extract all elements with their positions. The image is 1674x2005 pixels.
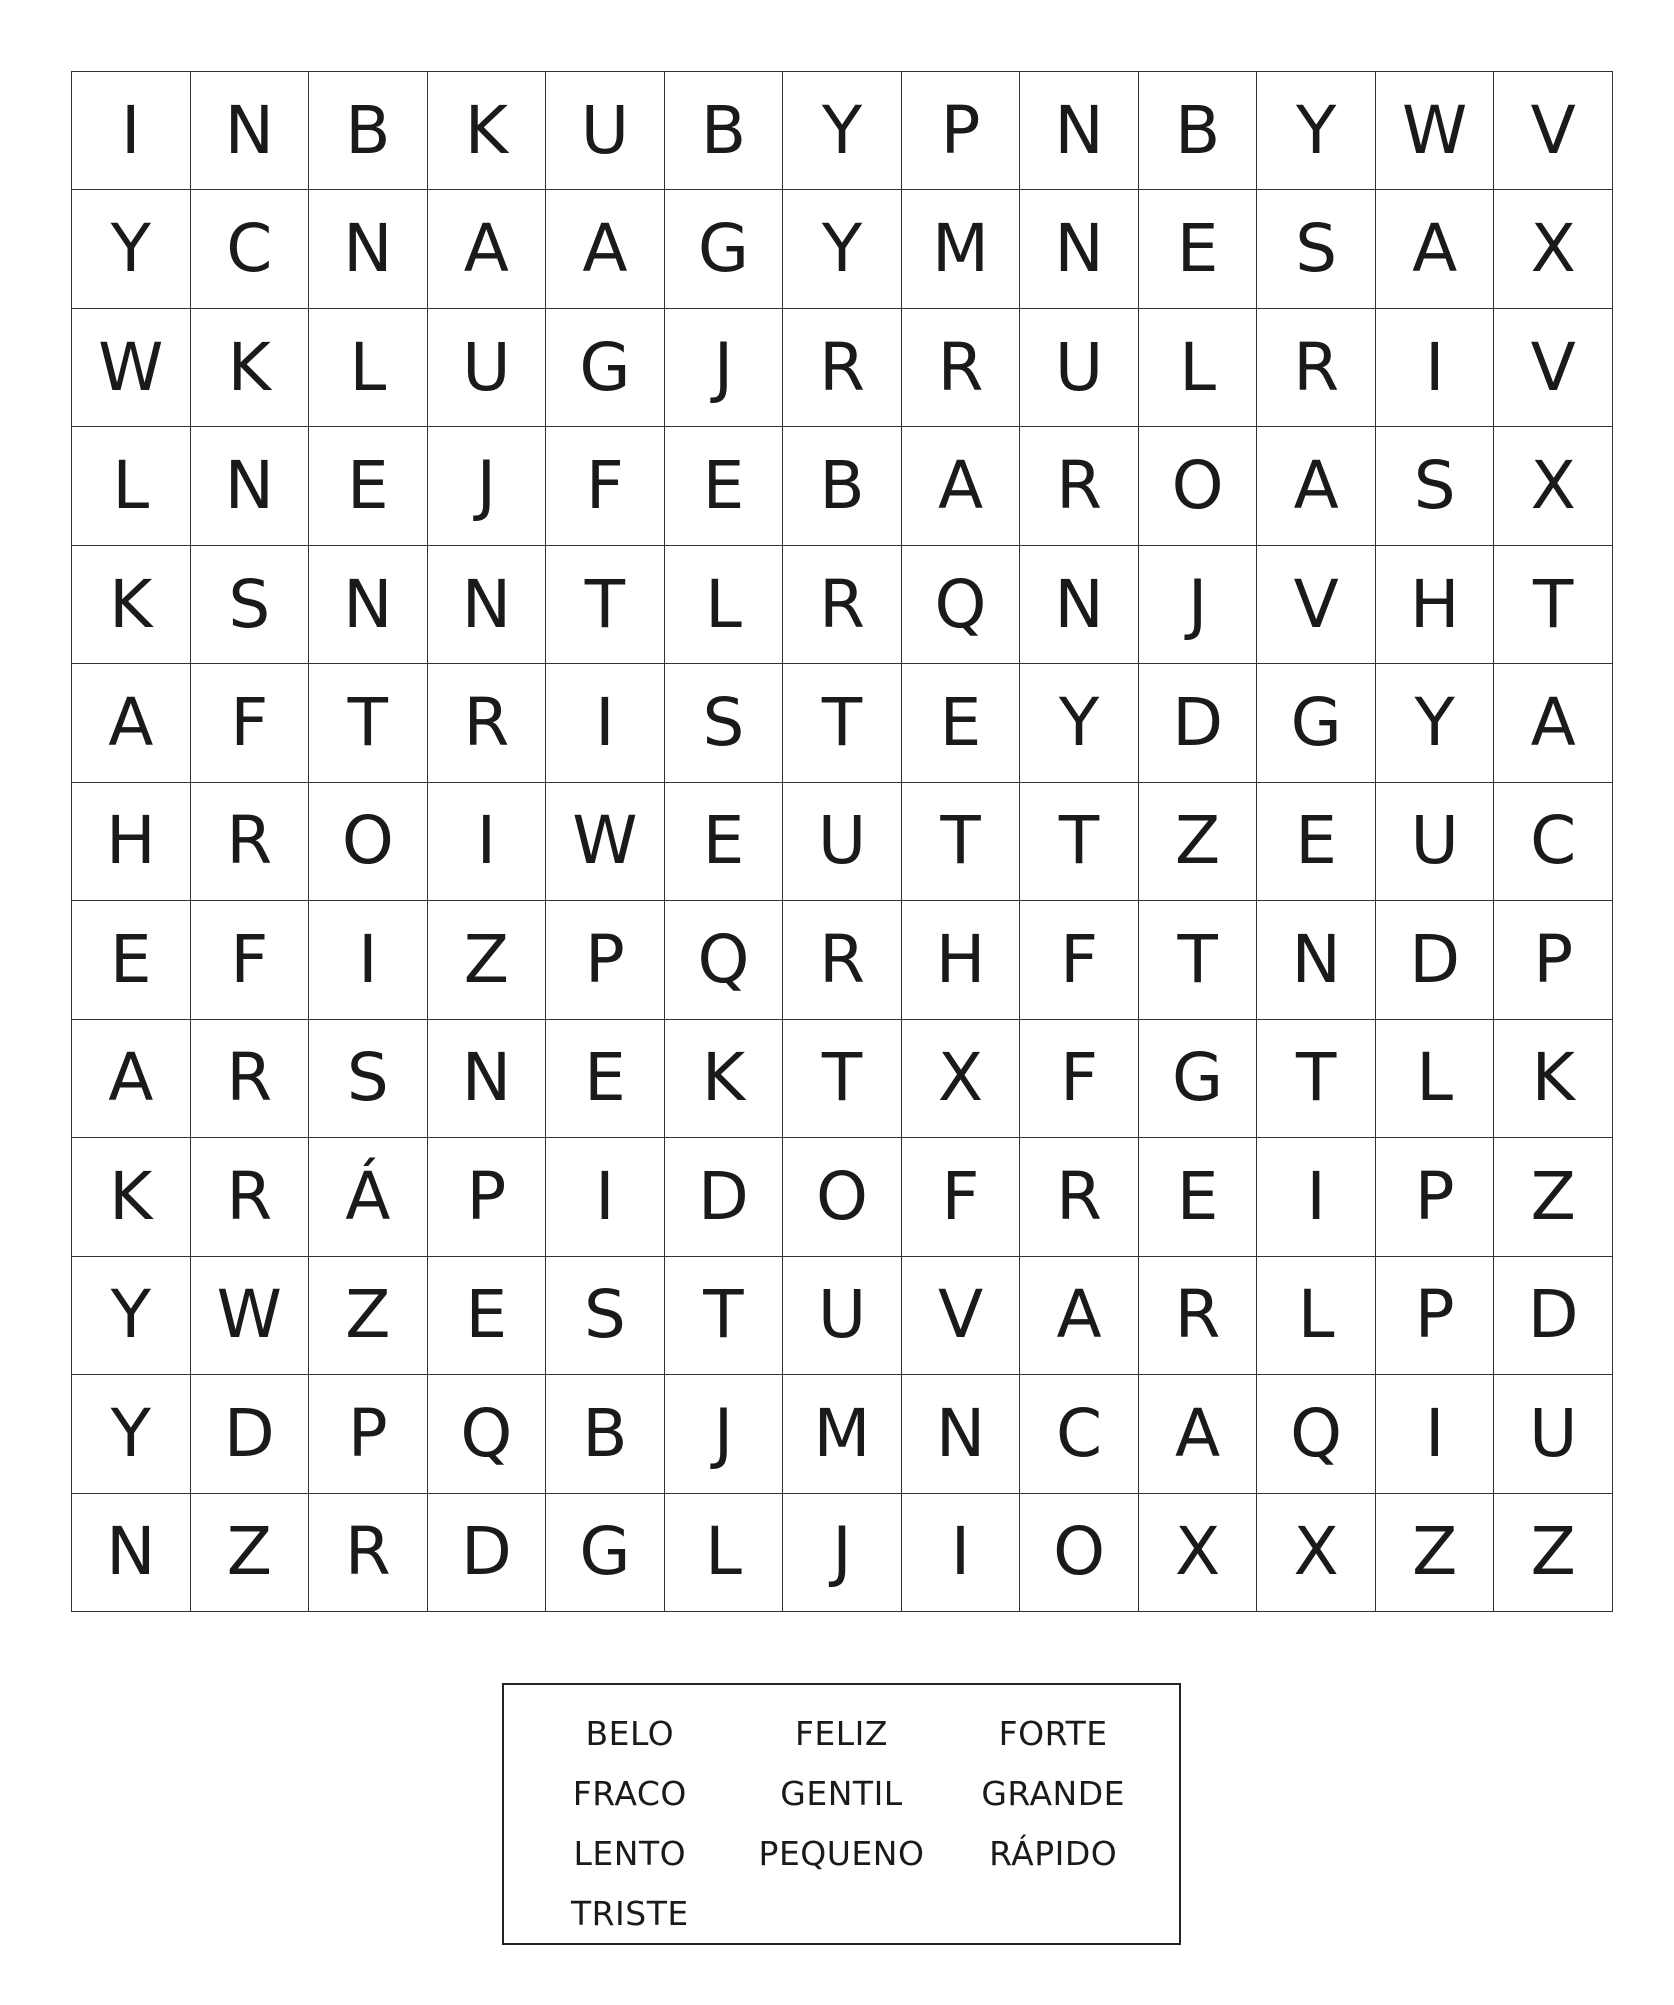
grid-cell[interactable]: E bbox=[1139, 1138, 1258, 1256]
grid-cell[interactable]: V bbox=[1494, 309, 1613, 427]
grid-cell[interactable]: D bbox=[665, 1138, 784, 1256]
word-bank-item: FELIZ bbox=[794, 1713, 889, 1753]
word-bank-item: LENTO bbox=[573, 1833, 687, 1873]
grid-cell[interactable]: Y bbox=[72, 1257, 191, 1375]
grid-cell[interactable]: A bbox=[1376, 190, 1495, 308]
grid-cell[interactable]: F bbox=[546, 427, 665, 545]
grid-cell[interactable]: U bbox=[1376, 783, 1495, 901]
grid-cell[interactable]: I bbox=[309, 901, 428, 1019]
word-bank-item: RÁPIDO bbox=[989, 1833, 1118, 1873]
grid-cell[interactable]: B bbox=[1139, 72, 1258, 190]
grid-cell[interactable]: D bbox=[191, 1375, 310, 1493]
grid-cell[interactable]: U bbox=[1494, 1375, 1613, 1493]
grid-cell[interactable]: D bbox=[428, 1494, 547, 1612]
word-search-grid bbox=[71, 71, 1613, 1612]
grid-cell[interactable]: O bbox=[1020, 1494, 1139, 1612]
word-bank-item: GRANDE bbox=[981, 1773, 1125, 1813]
grid-cell[interactable]: Z bbox=[1376, 1494, 1495, 1612]
grid-cell[interactable]: B bbox=[546, 1375, 665, 1493]
grid-cell[interactable]: F bbox=[191, 901, 310, 1019]
grid-cell[interactable]: K bbox=[72, 546, 191, 664]
grid-cell[interactable]: Q bbox=[902, 546, 1021, 664]
grid-cell[interactable]: J bbox=[783, 1494, 902, 1612]
grid-cell[interactable]: X bbox=[1494, 190, 1613, 308]
grid-cell[interactable]: M bbox=[902, 190, 1021, 308]
grid-cell[interactable]: U bbox=[546, 72, 665, 190]
grid-cell[interactable]: Y bbox=[783, 190, 902, 308]
grid-cell[interactable]: R bbox=[1020, 427, 1139, 545]
grid-cell[interactable]: U bbox=[783, 1257, 902, 1375]
grid-cell[interactable]: E bbox=[546, 1020, 665, 1138]
grid-cell[interactable]: B bbox=[309, 72, 428, 190]
grid-cell[interactable]: U bbox=[783, 783, 902, 901]
grid-cell[interactable]: Y bbox=[72, 190, 191, 308]
grid-cell[interactable]: N bbox=[309, 546, 428, 664]
grid-cell[interactable]: I bbox=[1257, 1138, 1376, 1256]
grid-cell[interactable]: V bbox=[1257, 546, 1376, 664]
grid-cell[interactable]: N bbox=[1257, 901, 1376, 1019]
grid-cell[interactable]: R bbox=[191, 1020, 310, 1138]
grid-cell[interactable]: N bbox=[1020, 72, 1139, 190]
grid-cell[interactable]: A bbox=[428, 190, 547, 308]
grid-cell[interactable]: E bbox=[1139, 190, 1258, 308]
grid-cell[interactable]: M bbox=[783, 1375, 902, 1493]
grid-cell[interactable]: U bbox=[428, 309, 547, 427]
grid-cell[interactable]: Y bbox=[72, 1375, 191, 1493]
grid-cell[interactable]: E bbox=[428, 1257, 547, 1375]
grid-cell[interactable]: E bbox=[665, 783, 784, 901]
grid-cell[interactable]: Z bbox=[191, 1494, 310, 1612]
grid-cell[interactable]: N bbox=[1020, 546, 1139, 664]
grid-cell[interactable]: E bbox=[72, 901, 191, 1019]
grid-cell[interactable]: T bbox=[783, 1020, 902, 1138]
grid-cell[interactable]: G bbox=[546, 1494, 665, 1612]
grid-cell[interactable]: E bbox=[309, 427, 428, 545]
grid-cell[interactable]: X bbox=[1257, 1494, 1376, 1612]
grid-cell[interactable]: Á bbox=[309, 1138, 428, 1256]
grid-cell[interactable]: R bbox=[783, 546, 902, 664]
grid-cell[interactable]: T bbox=[1257, 1020, 1376, 1138]
grid-cell[interactable]: R bbox=[902, 309, 1021, 427]
grid-cell[interactable]: L bbox=[1139, 309, 1258, 427]
grid-cell[interactable]: N bbox=[428, 546, 547, 664]
grid-cell[interactable]: Y bbox=[1020, 664, 1139, 782]
grid-cell[interactable]: Z bbox=[1494, 1494, 1613, 1612]
grid-cell[interactable]: P bbox=[902, 72, 1021, 190]
grid-cell[interactable]: Y bbox=[1257, 72, 1376, 190]
word-bank-item: BELO bbox=[585, 1713, 675, 1753]
grid-cell[interactable]: K bbox=[72, 1138, 191, 1256]
grid-cell[interactable]: L bbox=[665, 1494, 784, 1612]
grid-cell[interactable]: E bbox=[902, 664, 1021, 782]
grid-cell[interactable]: H bbox=[72, 783, 191, 901]
grid-cell[interactable]: R bbox=[783, 309, 902, 427]
word-bank-item: GENTIL bbox=[780, 1773, 903, 1813]
grid-cell[interactable]: V bbox=[1494, 72, 1613, 190]
grid-cell[interactable]: S bbox=[309, 1020, 428, 1138]
grid-cell[interactable]: T bbox=[546, 546, 665, 664]
word-bank-item: FRACO bbox=[572, 1773, 687, 1813]
grid-cell[interactable]: S bbox=[1376, 427, 1495, 545]
grid-cell[interactable]: G bbox=[546, 309, 665, 427]
grid-cell[interactable]: O bbox=[783, 1138, 902, 1256]
grid-cell[interactable]: P bbox=[1494, 901, 1613, 1019]
grid-cell[interactable]: N bbox=[428, 1020, 547, 1138]
grid-cell[interactable]: T bbox=[783, 664, 902, 782]
grid-cell[interactable]: Z bbox=[309, 1257, 428, 1375]
grid-cell[interactable]: Y bbox=[783, 72, 902, 190]
grid-cell[interactable]: K bbox=[665, 1020, 784, 1138]
grid-cell[interactable]: S bbox=[191, 546, 310, 664]
grid-cell[interactable]: P bbox=[428, 1138, 547, 1256]
grid-cell[interactable]: A bbox=[1257, 427, 1376, 545]
grid-cell[interactable]: Z bbox=[428, 901, 547, 1019]
grid-cell[interactable]: G bbox=[1139, 1020, 1258, 1138]
grid-cell[interactable]: P bbox=[1376, 1138, 1495, 1256]
grid-cell[interactable]: N bbox=[191, 72, 310, 190]
grid-cell[interactable]: A bbox=[1020, 1257, 1139, 1375]
grid-cell[interactable]: R bbox=[309, 1494, 428, 1612]
grid-cell[interactable]: Z bbox=[1494, 1138, 1613, 1256]
grid-cell[interactable]: Q bbox=[665, 901, 784, 1019]
grid-cell[interactable]: D bbox=[1376, 901, 1495, 1019]
grid-cell[interactable]: K bbox=[191, 309, 310, 427]
grid-cell[interactable]: A bbox=[902, 427, 1021, 545]
grid-cell[interactable]: Q bbox=[428, 1375, 547, 1493]
grid-cell[interactable]: T bbox=[309, 664, 428, 782]
grid-cell[interactable]: L bbox=[665, 546, 784, 664]
grid-cell[interactable]: X bbox=[1494, 427, 1613, 545]
grid-cell[interactable]: T bbox=[902, 783, 1021, 901]
grid-cell[interactable]: X bbox=[1139, 1494, 1258, 1612]
grid-cell[interactable]: A bbox=[1139, 1375, 1258, 1493]
grid-cell[interactable]: R bbox=[1020, 1138, 1139, 1256]
grid-cell[interactable]: T bbox=[1020, 783, 1139, 901]
grid-cell[interactable]: V bbox=[902, 1257, 1021, 1375]
grid-cell[interactable]: G bbox=[1257, 664, 1376, 782]
grid-cell[interactable]: P bbox=[1376, 1257, 1495, 1375]
grid-cell[interactable]: A bbox=[72, 664, 191, 782]
grid-cell[interactable]: H bbox=[1376, 546, 1495, 664]
grid-cell[interactable]: S bbox=[665, 664, 784, 782]
grid-cell[interactable]: O bbox=[1139, 427, 1258, 545]
grid-cell[interactable]: I bbox=[902, 1494, 1021, 1612]
grid-cell[interactable]: S bbox=[1257, 190, 1376, 308]
grid-cell[interactable]: N bbox=[191, 427, 310, 545]
grid-cell[interactable]: R bbox=[191, 1138, 310, 1256]
grid-cell[interactable]: N bbox=[72, 1494, 191, 1612]
grid-cell[interactable]: N bbox=[902, 1375, 1021, 1493]
grid-cell[interactable]: L bbox=[309, 309, 428, 427]
grid-cell[interactable]: F bbox=[1020, 1020, 1139, 1138]
grid-cell[interactable]: W bbox=[191, 1257, 310, 1375]
grid-cell[interactable]: N bbox=[309, 190, 428, 308]
grid-cell[interactable]: K bbox=[428, 72, 547, 190]
word-bank-item: FORTE bbox=[998, 1713, 1108, 1753]
grid-cell[interactable]: R bbox=[783, 901, 902, 1019]
grid-cell[interactable]: I bbox=[428, 783, 547, 901]
grid-cell[interactable]: H bbox=[902, 901, 1021, 1019]
grid-cell[interactable]: D bbox=[1494, 1257, 1613, 1375]
grid-cell[interactable]: J bbox=[428, 427, 547, 545]
grid-cell[interactable]: E bbox=[665, 427, 784, 545]
grid-cell[interactable]: R bbox=[1139, 1257, 1258, 1375]
grid-cell[interactable]: B bbox=[665, 72, 784, 190]
grid-cell[interactable]: F bbox=[902, 1138, 1021, 1256]
grid-cell[interactable]: N bbox=[1020, 190, 1139, 308]
grid-cell[interactable]: L bbox=[72, 427, 191, 545]
grid-cell[interactable]: W bbox=[1376, 72, 1495, 190]
grid-cell[interactable]: I bbox=[1376, 1375, 1495, 1493]
grid-cell[interactable]: X bbox=[902, 1020, 1021, 1138]
grid-cell[interactable]: K bbox=[1494, 1020, 1613, 1138]
grid-cell[interactable]: G bbox=[665, 190, 784, 308]
grid-cell[interactable]: T bbox=[1139, 901, 1258, 1019]
grid-cell[interactable]: C bbox=[191, 190, 310, 308]
grid-cell[interactable]: A bbox=[1494, 664, 1613, 782]
grid-cell[interactable]: W bbox=[72, 309, 191, 427]
grid-cell[interactable]: I bbox=[546, 1138, 665, 1256]
grid-cell[interactable]: Q bbox=[1257, 1375, 1376, 1493]
grid-cell[interactable]: D bbox=[1139, 664, 1258, 782]
grid-cell[interactable]: F bbox=[191, 664, 310, 782]
word-bank bbox=[502, 1683, 1181, 1945]
grid-cell[interactable]: A bbox=[546, 190, 665, 308]
grid-cell[interactable]: I bbox=[72, 72, 191, 190]
grid-cell[interactable]: O bbox=[309, 783, 428, 901]
grid-cell[interactable]: P bbox=[309, 1375, 428, 1493]
grid-cell[interactable]: A bbox=[72, 1020, 191, 1138]
grid-cell[interactable]: J bbox=[665, 1375, 784, 1493]
grid-cell[interactable]: R bbox=[191, 783, 310, 901]
grid-cell[interactable]: F bbox=[1020, 901, 1139, 1019]
grid-cell[interactable]: W bbox=[546, 783, 665, 901]
grid-cell[interactable]: P bbox=[546, 901, 665, 1019]
grid-cell[interactable]: C bbox=[1494, 783, 1613, 901]
word-bank-item: TRISTE bbox=[570, 1893, 689, 1933]
grid-cell[interactable]: E bbox=[1257, 783, 1376, 901]
grid-cell[interactable]: T bbox=[665, 1257, 784, 1375]
grid-cell[interactable]: J bbox=[665, 309, 784, 427]
grid-cell[interactable]: Y bbox=[1376, 664, 1495, 782]
word-bank-item: PEQUENO bbox=[758, 1833, 925, 1873]
grid-cell[interactable]: L bbox=[1257, 1257, 1376, 1375]
grid-cell[interactable]: I bbox=[1376, 309, 1495, 427]
grid-cell[interactable]: S bbox=[546, 1257, 665, 1375]
grid-cell[interactable]: I bbox=[546, 664, 665, 782]
grid-cell[interactable]: L bbox=[1376, 1020, 1495, 1138]
grid-cell[interactable]: J bbox=[1139, 546, 1258, 664]
grid-cell[interactable]: R bbox=[1257, 309, 1376, 427]
grid-cell[interactable]: B bbox=[783, 427, 902, 545]
grid-cell[interactable]: R bbox=[428, 664, 547, 782]
grid-cell[interactable]: T bbox=[1494, 546, 1613, 664]
grid-cell[interactable]: U bbox=[1020, 309, 1139, 427]
grid-cell[interactable]: C bbox=[1020, 1375, 1139, 1493]
grid-cell[interactable]: Z bbox=[1139, 783, 1258, 901]
